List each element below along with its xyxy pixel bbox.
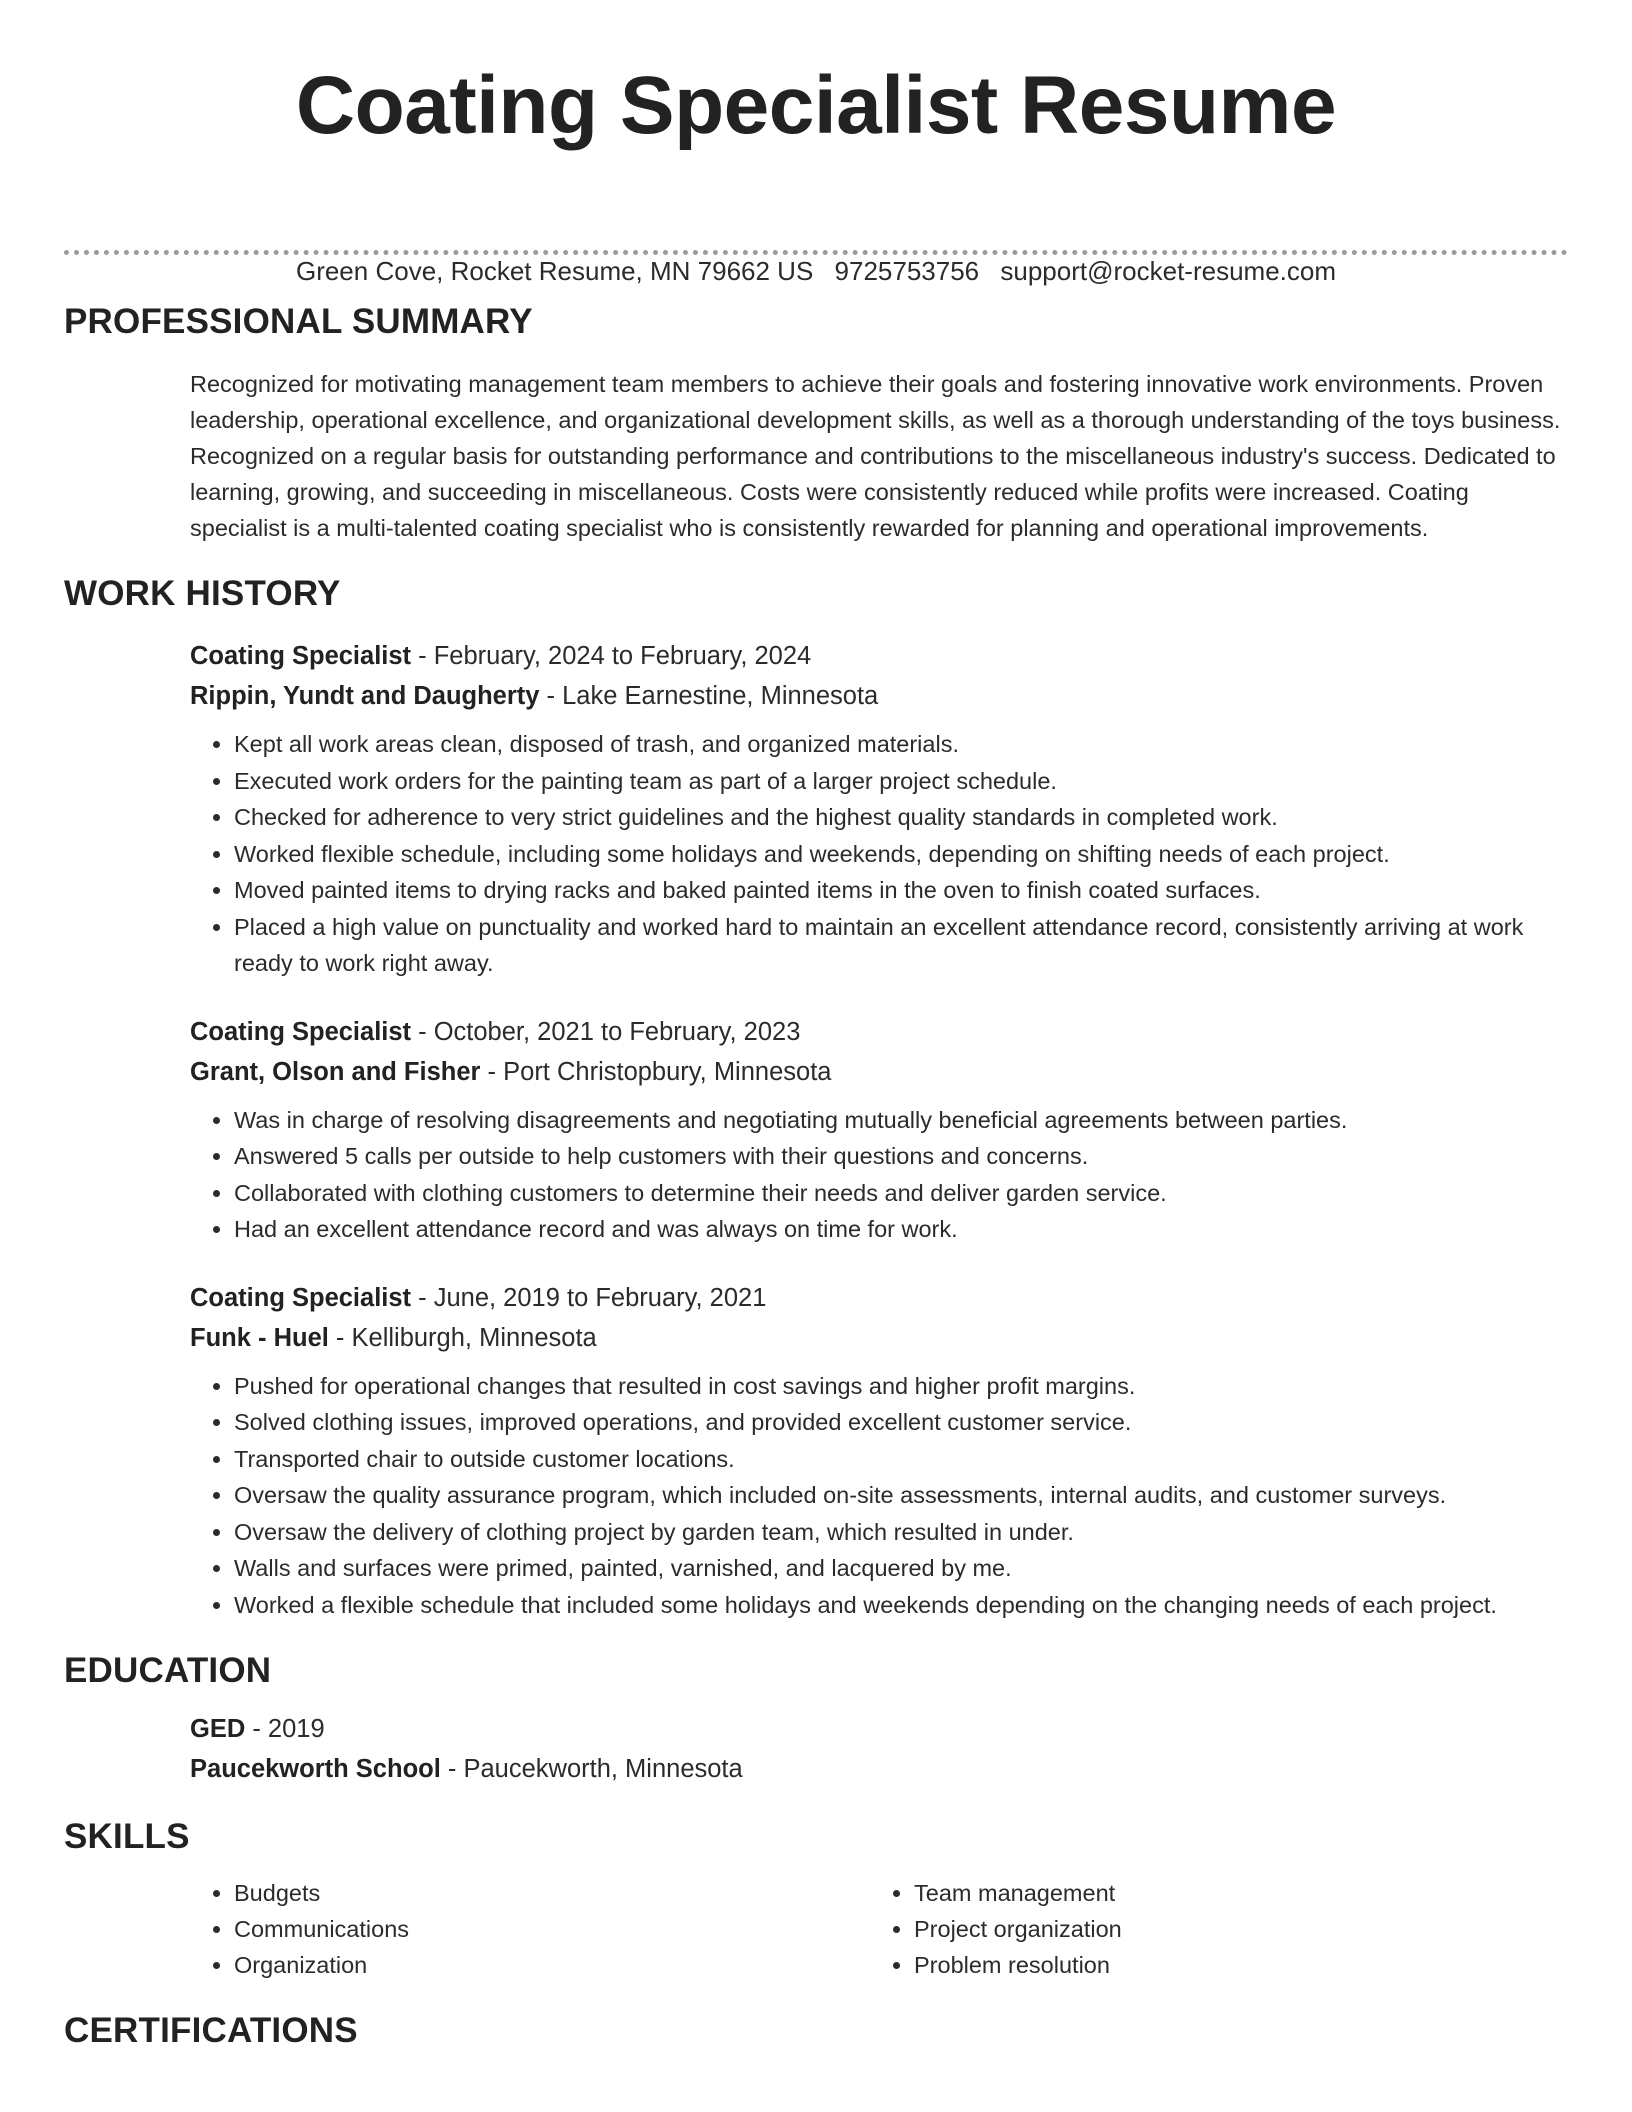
skill-item: • Communications <box>234 1911 870 1947</box>
job-title: Coating Specialist <box>190 642 412 670</box>
skill-item: • Team management <box>914 1875 1122 1911</box>
job-location: - Kelliburgh, Minnesota <box>328 1323 597 1352</box>
education-entry <box>64 1709 1568 1789</box>
section-heading-certifications: CERTIFICATIONS <box>64 2011 358 2050</box>
job-title: Coating Specialist <box>190 1283 412 1312</box>
section-heading-education: EDUCATION <box>64 1651 272 1690</box>
list-item: • Answered 5 calls per outside to help customers with their questions and concerns. <box>234 1138 1568 1175</box>
contact-address: Green Cove, Rocket Resume, MN 79662 US <box>295 256 814 286</box>
list-item: • Solved clothing issues, improved operations, and provided excellent customer service. <box>234 1404 1568 1441</box>
certifications-section <box>64 2007 1568 2055</box>
list-item: • Worked flexible schedule, including some holidays and weekends, depending on shifting needs of each project. <box>234 836 1568 873</box>
section-heading-skills: SKILLS <box>64 1817 190 1856</box>
skills-columns <box>190 1875 1568 1983</box>
contact-email: support@rocket-resume.com <box>1000 256 1337 286</box>
list-item: • Oversaw the quality assurance program, which included on-site assessments, internal audits, and customer surveys. <box>234 1477 1568 1514</box>
skills-list-left <box>190 1875 870 1983</box>
list-item: • Walls and surfaces were primed, painted, varnished, and lacquered by me. <box>234 1550 1568 1587</box>
list-item: • Moved painted items to drying racks and baked painted items in the oven to finish coated surfaces. <box>234 872 1568 909</box>
section-heading-work-history: WORK HISTORY <box>64 574 341 613</box>
list-item: • Executed work orders for the painting team as part of a larger project schedule. <box>234 763 1568 800</box>
job-title-line <box>190 1012 1568 1052</box>
education-school: Paucekworth School <box>190 1755 441 1783</box>
job-company: Rippin, Yundt and Daugherty <box>190 682 540 710</box>
page-title: Coating Specialist Resume <box>295 60 1337 151</box>
job-company: Grant, Olson and Fisher <box>190 1057 481 1086</box>
section-heading-summary: PROFESSIONAL SUMMARY <box>64 302 533 341</box>
job-company-line <box>190 1318 1568 1358</box>
job-location: - Lake Earnestine, Minnesota <box>539 682 879 710</box>
education-degree-line <box>190 1709 1568 1749</box>
skills-section <box>64 1813 1568 1983</box>
job-company-line <box>190 1052 1568 1092</box>
job-location: - Port Christopbury, Minnesota <box>480 1057 832 1086</box>
job-bullets <box>190 726 1568 982</box>
job-company-line <box>190 676 1568 716</box>
summary-text: Recognized for motivating management team members to achieve their goals and fostering innovative work environments. Proven leadership, operational excellence, and organizational development skills, as well as a thorough understanding of the toys business. Recognized on a regular basis for outstanding performance and contributions to the miscellaneous industry's success. Dedicated to learning, growing, and succeeding in miscellaneous. Costs were consistently reduced while profits were increased. Coating specialist is a multi-talented coating specialist who is consistently rewarded for planning and operational improvements. <box>190 371 1561 541</box>
contact-line <box>0 256 1632 287</box>
work-history-section <box>64 570 1568 1623</box>
job-entry <box>64 1278 1568 1624</box>
skill-item: • Organization <box>234 1947 870 1983</box>
job-title: Coating Specialist <box>190 1017 412 1046</box>
list-item: • Placed a high value on punctuality and worked hard to maintain an excellent attendance record, consistently arriving at work ready to work right away. <box>234 909 1568 982</box>
list-item: • Transported chair to outside customer locations. <box>234 1441 1568 1478</box>
list-item: • Collaborated with clothing customers to determine their needs and deliver garden service. <box>234 1175 1568 1212</box>
list-item: • Checked for adherence to very strict guidelines and the highest quality standards in completed work. <box>234 799 1568 836</box>
education-school-line <box>190 1749 1568 1789</box>
job-dates: - October, 2021 to February, 2023 <box>411 1017 801 1046</box>
list-item: • Had an excellent attendance record and was always on time for work. <box>234 1211 1568 1248</box>
skills-list-right <box>870 1875 1122 1983</box>
job-entry <box>64 636 1568 982</box>
list-item: • Was in charge of resolving disagreements and negotiating mutually beneficial agreements between parties. <box>234 1102 1568 1139</box>
job-company: Funk - Huel <box>190 1323 329 1352</box>
education-location: - Paucekworth, Minnesota <box>440 1755 743 1783</box>
job-bullets <box>190 1368 1568 1624</box>
skill-item: • Budgets <box>234 1875 870 1911</box>
list-item: • Pushed for operational changes that resulted in cost savings and higher profit margins. <box>234 1368 1568 1405</box>
list-item: • Kept all work areas clean, disposed of trash, and organized materials. <box>234 726 1568 763</box>
list-item: • Oversaw the delivery of clothing project by garden team, which resulted in under. <box>234 1514 1568 1551</box>
education-section <box>64 1647 1568 1789</box>
job-title-line <box>190 1278 1568 1318</box>
job-dates: - June, 2019 to February, 2021 <box>411 1283 767 1312</box>
resume-content <box>64 298 1568 2055</box>
job-title-line <box>190 636 1568 676</box>
skill-item: • Project organization <box>914 1911 1122 1947</box>
job-entry <box>64 1012 1568 1248</box>
list-item: • Worked a flexible schedule that included some holidays and weekends depending on the changing needs of each project. <box>234 1587 1568 1624</box>
education-degree: GED <box>190 1715 246 1743</box>
contact-phone: 9725753756 <box>834 256 980 286</box>
job-dates: - February, 2024 to February, 2024 <box>411 642 812 670</box>
job-bullets <box>190 1102 1568 1248</box>
summary-section <box>64 298 1568 546</box>
header-divider <box>64 250 1568 255</box>
education-year: - 2019 <box>245 1715 325 1743</box>
skill-item: • Problem resolution <box>914 1947 1122 1983</box>
